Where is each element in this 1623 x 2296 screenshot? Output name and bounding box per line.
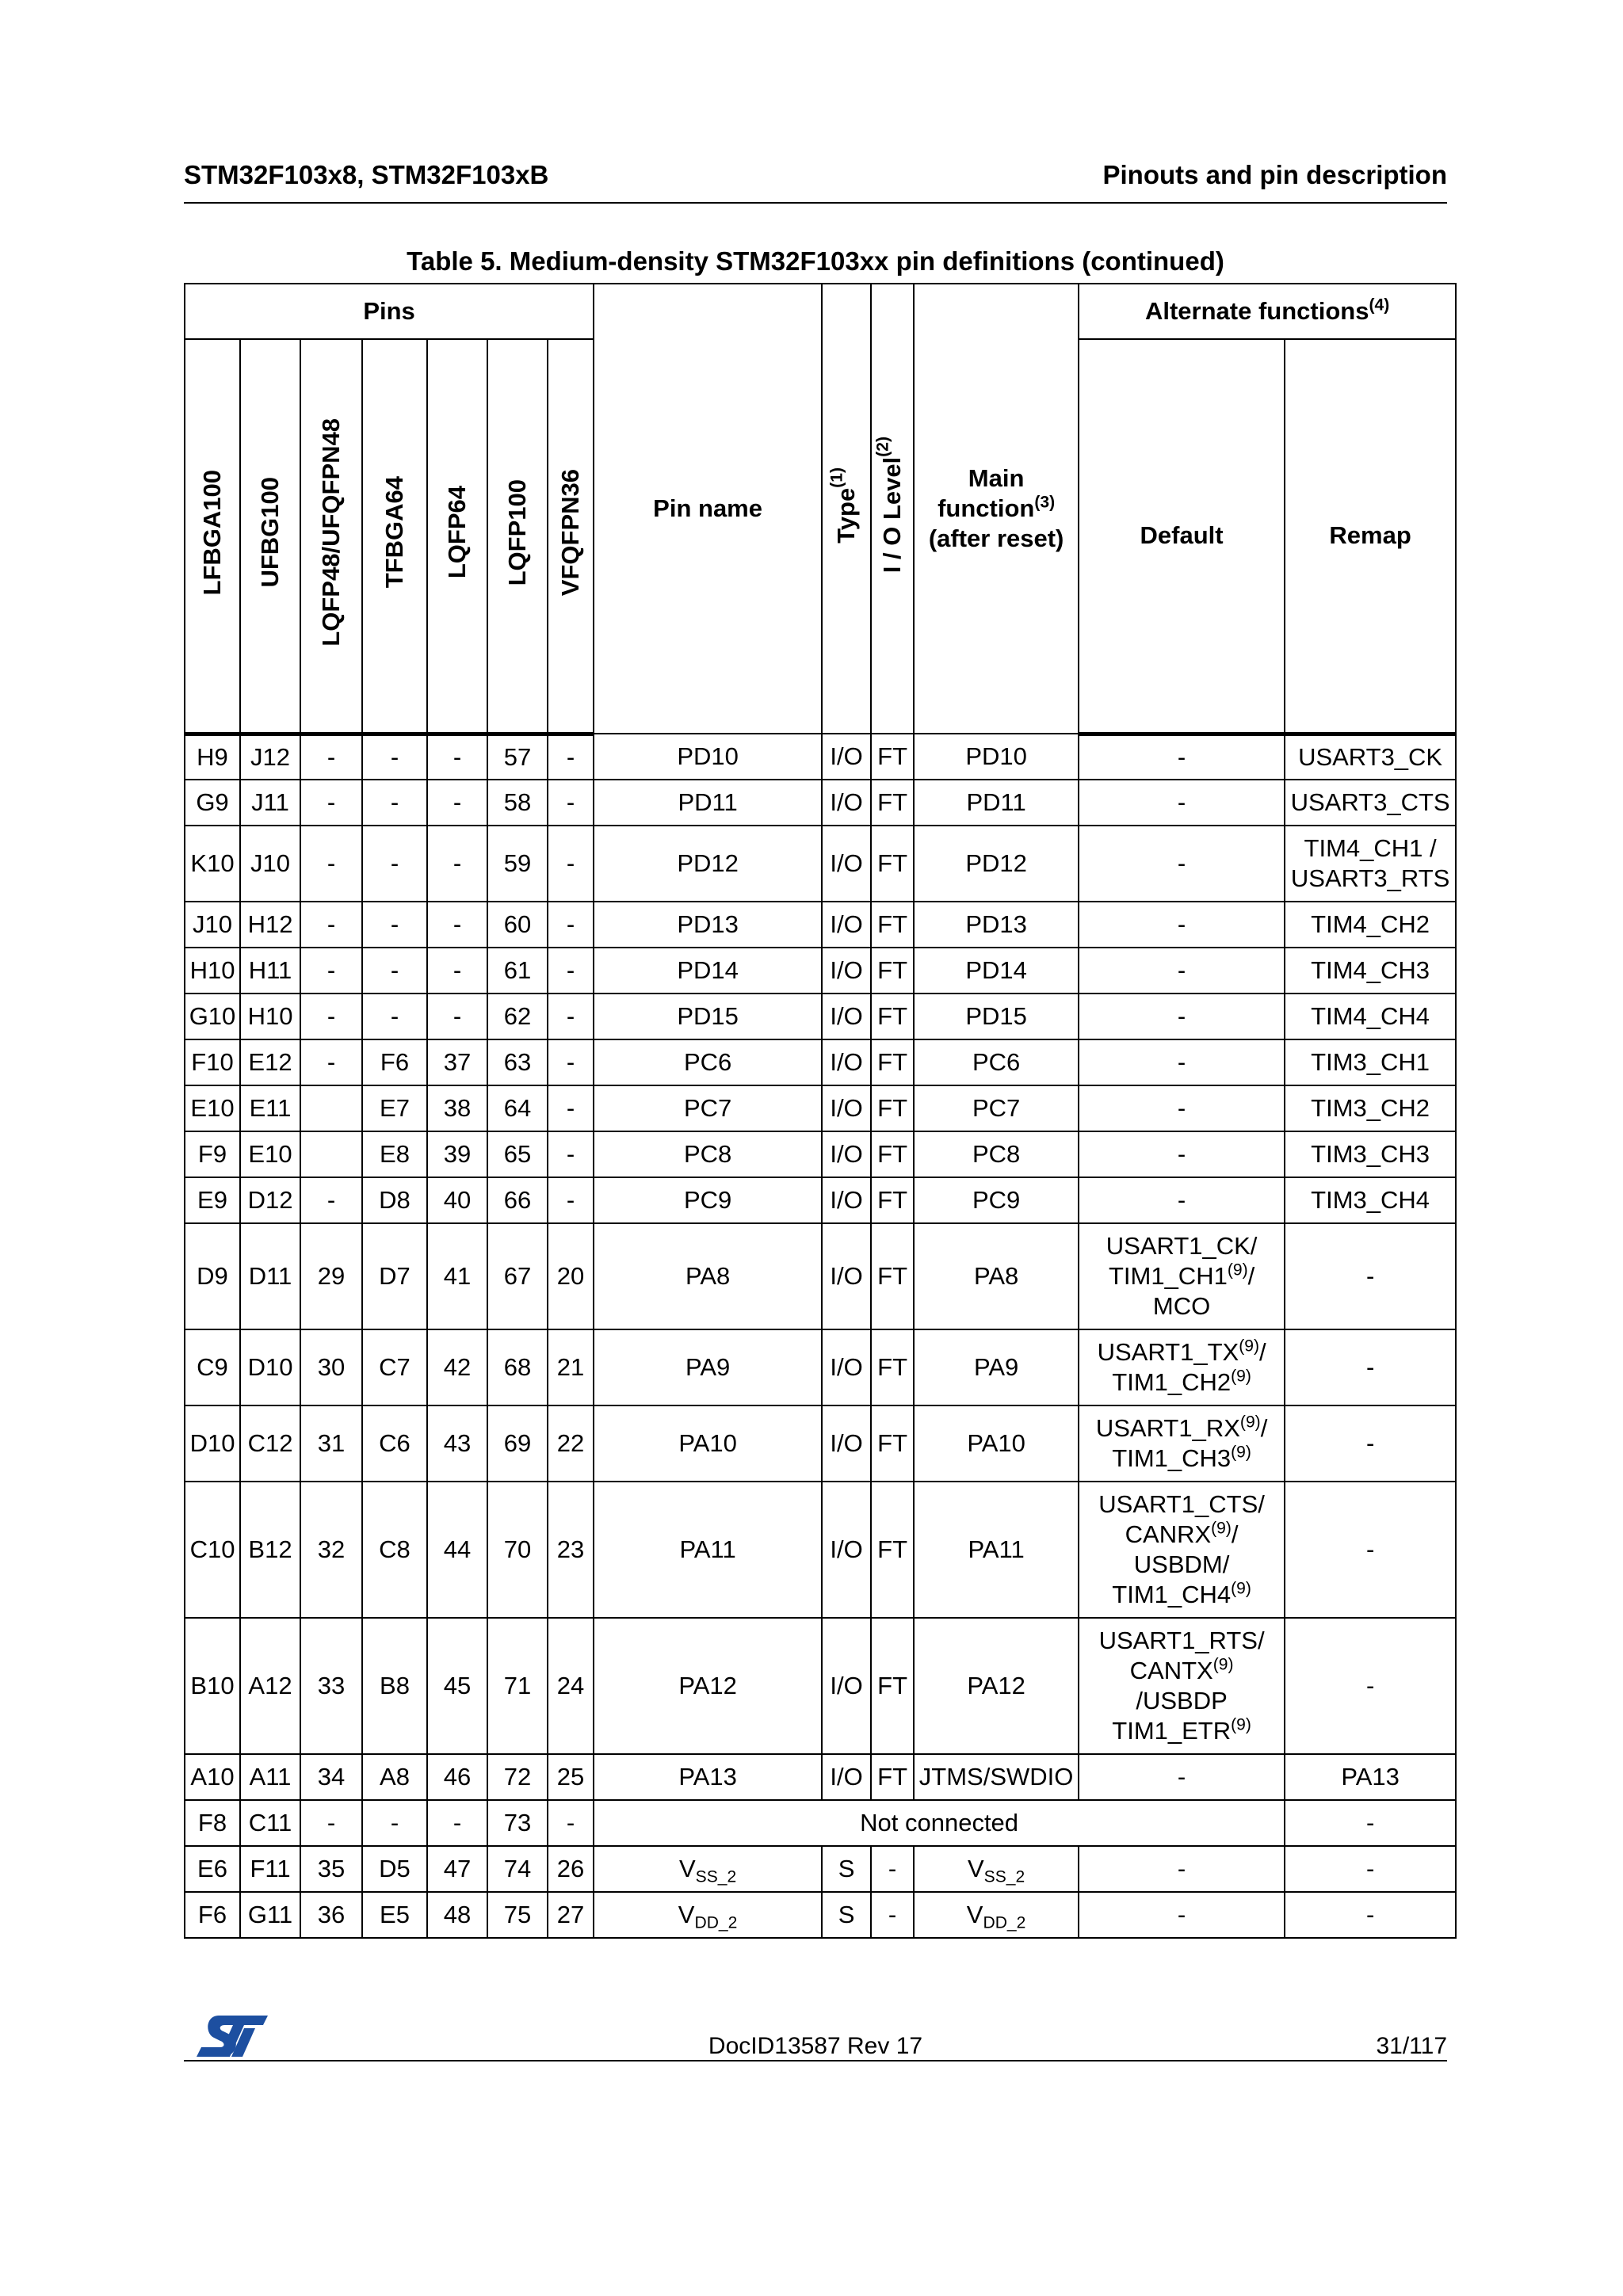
cell-pin-name: PA12	[594, 1618, 822, 1754]
cell-tfbga64: -	[362, 994, 427, 1039]
cell-ufbga100: H10	[240, 994, 300, 1039]
cell-tfbga64: D5	[362, 1846, 427, 1892]
cell-lqfp64: -	[427, 826, 487, 902]
cell-io-level: FT	[871, 1482, 914, 1618]
cell-lqfp64: -	[427, 902, 487, 948]
cell-tfbga64: -	[362, 780, 427, 826]
cell-remap: TIM4_CH1 / USART3_RTS	[1285, 826, 1456, 902]
cell-vfqfpn36: -	[548, 994, 594, 1039]
cell-vfqfpn36: 24	[548, 1618, 594, 1754]
cell-lqfp100: 71	[487, 1618, 548, 1754]
cell-lqfp100: 62	[487, 994, 548, 1039]
ufbga100-header: UFBG100	[240, 339, 300, 734]
cell-pin-name: PD12	[594, 826, 822, 902]
cell-ufbga100: D12	[240, 1177, 300, 1223]
cell-remap: -	[1285, 1846, 1456, 1892]
cell-vfqfpn36: -	[548, 1800, 594, 1846]
cell-lqfp64: 45	[427, 1618, 487, 1754]
cell-type: I/O	[822, 1329, 871, 1405]
cell-type: I/O	[822, 1405, 871, 1482]
cell-pin-name: PD14	[594, 948, 822, 994]
cell-io-level: FT	[871, 1329, 914, 1405]
cell-lqfp64: 38	[427, 1085, 487, 1131]
cell-lqfp48: -	[300, 902, 362, 948]
cell-main-function: JTMS/SWDIO	[914, 1754, 1079, 1800]
tfbga64-header: TFBGA64	[362, 339, 427, 734]
table-row	[185, 994, 1456, 1039]
cell-pin-name: PD15	[594, 994, 822, 1039]
cell-remap: -	[1285, 1482, 1456, 1618]
cell-lqfp100: 59	[487, 826, 548, 902]
cell-io-level: FT	[871, 1085, 914, 1131]
cell-ufbga100: G11	[240, 1892, 300, 1938]
cell-type: I/O	[822, 1177, 871, 1223]
table-row	[185, 1405, 1456, 1482]
cell-lqfp48: -	[300, 780, 362, 826]
cell-remap: USART3_CTS	[1285, 780, 1456, 826]
table-row	[185, 948, 1456, 994]
cell-io-level: FT	[871, 1405, 914, 1482]
cell-type: I/O	[822, 902, 871, 948]
cell-remap: -	[1285, 1329, 1456, 1405]
cell-main-function: PD14	[914, 948, 1079, 994]
cell-ufbga100: H12	[240, 902, 300, 948]
cell-lqfp48: -	[300, 734, 362, 780]
cell-io-level: FT	[871, 1618, 914, 1754]
cell-lqfp64: -	[427, 1800, 487, 1846]
lqfp64-header: LQFP64	[427, 339, 487, 734]
cell-lfbga100: H9	[185, 734, 240, 780]
cell-main-function: PA11	[914, 1482, 1079, 1618]
cell-lqfp64: 40	[427, 1177, 487, 1223]
lfbga100-header: LFBGA100	[185, 339, 240, 734]
cell-lfbga100: C9	[185, 1329, 240, 1405]
cell-pin-name: PD11	[594, 780, 822, 826]
cell-type: I/O	[822, 780, 871, 826]
cell-tfbga64: D8	[362, 1177, 427, 1223]
cell-main-function: PC8	[914, 1131, 1079, 1177]
cell-vfqfpn36: -	[548, 948, 594, 994]
cell-lfbga100: A10	[185, 1754, 240, 1800]
cell-remap: -	[1285, 1618, 1456, 1754]
cell-remap: PA13	[1285, 1754, 1456, 1800]
cell-lqfp64: 48	[427, 1892, 487, 1938]
cell-type: I/O	[822, 1223, 871, 1329]
cell-remap: TIM3_CH4	[1285, 1177, 1456, 1223]
cell-default: USART1_TX$^{(9)}$/ TIM1_CH2$^{(9)}$	[1079, 1329, 1285, 1405]
cell-vfqfpn36: -	[548, 734, 594, 780]
type-header: Type$^{(1)}$	[822, 284, 871, 734]
cell-default: -	[1079, 948, 1285, 994]
document-header-section: Pinouts and pin description	[1102, 160, 1447, 189]
cell-lqfp64: -	[427, 734, 487, 780]
cell-ufbga100: D11	[240, 1223, 300, 1329]
pin-name-header: Pin name	[594, 284, 822, 734]
cell-ufbga100: E12	[240, 1039, 300, 1085]
cell-io-level: FT	[871, 734, 914, 780]
cell-lqfp48: 34	[300, 1754, 362, 1800]
cell-default: -	[1079, 1131, 1285, 1177]
footer-doc-id: DocID13587 Rev 17	[708, 2033, 923, 2059]
cell-ufbga100: J10	[240, 826, 300, 902]
cell-tfbga64: -	[362, 826, 427, 902]
cell-type: I/O	[822, 1618, 871, 1754]
cell-ufbga100: A12	[240, 1618, 300, 1754]
cell-lqfp100: 65	[487, 1131, 548, 1177]
cell-main-function: PD13	[914, 902, 1079, 948]
cell-main-function: PC7	[914, 1085, 1079, 1131]
cell-lqfp64: 37	[427, 1039, 487, 1085]
cell-type: S	[822, 1892, 871, 1938]
cell-remap: USART3_CK	[1285, 734, 1456, 780]
cell-lqfp100: 74	[487, 1846, 548, 1892]
cell-tfbga64: D7	[362, 1223, 427, 1329]
cell-lqfp48: -	[300, 826, 362, 902]
cell-vfqfpn36: -	[548, 1177, 594, 1223]
cell-ufbga100: B12	[240, 1482, 300, 1618]
cell-lqfp64: 44	[427, 1482, 487, 1618]
cell-ufbga100: C12	[240, 1405, 300, 1482]
cell-lfbga100: F9	[185, 1131, 240, 1177]
pin-definitions-table	[184, 283, 1457, 1939]
cell-tfbga64: E5	[362, 1892, 427, 1938]
table-row	[185, 734, 1456, 780]
cell-lqfp48: 30	[300, 1329, 362, 1405]
cell-ufbga100: C11	[240, 1800, 300, 1846]
table-row	[185, 1223, 1456, 1329]
io-level-header: I / O Level$^{(2)}$	[871, 284, 914, 734]
cell-lfbga100: F6	[185, 1892, 240, 1938]
cell-lfbga100: E10	[185, 1085, 240, 1131]
cell-pin-name: PA8	[594, 1223, 822, 1329]
cell-lqfp64: 43	[427, 1405, 487, 1482]
cell-ufbga100: J12	[240, 734, 300, 780]
cell-vfqfpn36: 27	[548, 1892, 594, 1938]
cell-lqfp100: 73	[487, 1800, 548, 1846]
cell-lqfp100: 60	[487, 902, 548, 948]
cell-vfqfpn36: -	[548, 902, 594, 948]
table-row	[185, 826, 1456, 902]
cell-io-level: FT	[871, 1223, 914, 1329]
cell-lfbga100: H10	[185, 948, 240, 994]
cell-io-level: FT	[871, 780, 914, 826]
table-row	[185, 1131, 1456, 1177]
cell-tfbga64: B8	[362, 1618, 427, 1754]
cell-tfbga64: -	[362, 902, 427, 948]
cell-lqfp100: 72	[487, 1754, 548, 1800]
cell-main-function: PA12	[914, 1618, 1079, 1754]
footer-rule	[184, 2060, 1447, 2061]
cell-default: -	[1079, 1177, 1285, 1223]
cell-default: USART1_CTS/ CANRX$^{(9)}$/ USBDM/ TIM1_CH4$^{(9)}$	[1079, 1482, 1285, 1618]
cell-vfqfpn36: 21	[548, 1329, 594, 1405]
table-row	[185, 1039, 1456, 1085]
cell-tfbga64: A8	[362, 1754, 427, 1800]
cell-lfbga100: B10	[185, 1618, 240, 1754]
cell-main-function: PD12	[914, 826, 1079, 902]
cell-main-function: $V_{SS\_2}$	[914, 1846, 1079, 1892]
cell-type: I/O	[822, 1085, 871, 1131]
cell-ufbga100: D10	[240, 1329, 300, 1405]
cell-lqfp48: 32	[300, 1482, 362, 1618]
cell-type: I/O	[822, 826, 871, 902]
cell-default: USART1_RTS/ CANTX$^{(9)}$ /USBDP TIM1_ETR$^{(9)}$	[1079, 1618, 1285, 1754]
cell-lqfp64: 46	[427, 1754, 487, 1800]
cell-lqfp64: 41	[427, 1223, 487, 1329]
cell-tfbga64: -	[362, 734, 427, 780]
cell-io-level: -	[871, 1846, 914, 1892]
table-row	[185, 1800, 1456, 1846]
cell-lqfp100: 68	[487, 1329, 548, 1405]
cell-type: I/O	[822, 948, 871, 994]
cell-lqfp64: -	[427, 780, 487, 826]
cell-type: I/O	[822, 994, 871, 1039]
cell-lqfp100: 61	[487, 948, 548, 994]
cell-lfbga100: G10	[185, 994, 240, 1039]
cell-tfbga64: -	[362, 1800, 427, 1846]
cell-io-level: FT	[871, 1039, 914, 1085]
header-rule	[184, 202, 1447, 204]
cell-vfqfpn36: 22	[548, 1405, 594, 1482]
cell-default: USART1_RX$^{(9)}$/ TIM1_CH3$^{(9)}$	[1079, 1405, 1285, 1482]
table-row	[185, 780, 1456, 826]
cell-main-function: $V_{DD\_2}$	[914, 1892, 1079, 1938]
cell-lqfp64: 42	[427, 1329, 487, 1405]
default-header: Default	[1079, 339, 1285, 734]
cell-main-function: PC9	[914, 1177, 1079, 1223]
table-row	[185, 1618, 1456, 1754]
cell-main-function: PA9	[914, 1329, 1079, 1405]
alternate-functions-header: Alternate functions$^{(4)}$	[1079, 284, 1456, 339]
cell-remap: TIM3_CH1	[1285, 1039, 1456, 1085]
cell-lqfp64: 47	[427, 1846, 487, 1892]
cell-default: -	[1079, 1039, 1285, 1085]
cell-ufbga100: A11	[240, 1754, 300, 1800]
cell-default: -	[1079, 1754, 1285, 1800]
cell-default: -	[1079, 902, 1285, 948]
cell-lfbga100: E9	[185, 1177, 240, 1223]
cell-io-level: FT	[871, 994, 914, 1039]
cell-lqfp100: 58	[487, 780, 548, 826]
lqfp100-header: LQFP100	[487, 339, 548, 734]
cell-type: I/O	[822, 1039, 871, 1085]
cell-lfbga100: G9	[185, 780, 240, 826]
cell-tfbga64: C6	[362, 1405, 427, 1482]
cell-tfbga64: C7	[362, 1329, 427, 1405]
main-function-header: Main function$^{(3)}$ (after reset)	[914, 284, 1079, 734]
cell-main-function: PA8	[914, 1223, 1079, 1329]
cell-default: -	[1079, 1846, 1285, 1892]
cell-lfbga100: D10	[185, 1405, 240, 1482]
cell-pin-name: PA13	[594, 1754, 822, 1800]
cell-lqfp48: -	[300, 994, 362, 1039]
table-row	[185, 1754, 1456, 1800]
cell-pin-name: PC6	[594, 1039, 822, 1085]
cell-lqfp48: 29	[300, 1223, 362, 1329]
cell-vfqfpn36: 25	[548, 1754, 594, 1800]
cell-main-function: PD11	[914, 780, 1079, 826]
cell-vfqfpn36: -	[548, 1131, 594, 1177]
table-row	[185, 1846, 1456, 1892]
cell-io-level: FT	[871, 948, 914, 994]
cell-lqfp48: 31	[300, 1405, 362, 1482]
cell-tfbga64: E7	[362, 1085, 427, 1131]
cell-vfqfpn36: 23	[548, 1482, 594, 1618]
lqfp48-header: LQFP48/UFQFPN48	[300, 339, 362, 734]
cell-default: -	[1079, 994, 1285, 1039]
pins-group-header: Pins	[185, 284, 594, 339]
cell-lfbga100: D9	[185, 1223, 240, 1329]
cell-not-connected: Not connected	[594, 1800, 1285, 1846]
cell-lqfp48: -	[300, 948, 362, 994]
cell-lqfp64: -	[427, 994, 487, 1039]
cell-lqfp48: -	[300, 1177, 362, 1223]
cell-vfqfpn36: -	[548, 826, 594, 902]
cell-tfbga64: C8	[362, 1482, 427, 1618]
cell-lqfp100: 69	[487, 1405, 548, 1482]
cell-default: -	[1079, 780, 1285, 826]
cell-io-level: FT	[871, 1177, 914, 1223]
cell-lfbga100: F8	[185, 1800, 240, 1846]
cell-vfqfpn36: -	[548, 780, 594, 826]
cell-pin-name: PD13	[594, 902, 822, 948]
cell-lqfp64: 39	[427, 1131, 487, 1177]
cell-remap: TIM3_CH3	[1285, 1131, 1456, 1177]
cell-ufbga100: F11	[240, 1846, 300, 1892]
cell-lqfp48	[300, 1085, 362, 1131]
cell-lqfp64: -	[427, 948, 487, 994]
cell-remap: -	[1285, 1800, 1456, 1846]
table-caption: Table 5. Medium-density STM32F103xx pin definitions (continued)	[407, 246, 1224, 276]
cell-pin-name: PD10	[594, 734, 822, 780]
remap-header: Remap	[1285, 339, 1456, 734]
cell-main-function: PA10	[914, 1405, 1079, 1482]
cell-lfbga100: E6	[185, 1846, 240, 1892]
cell-type: I/O	[822, 1131, 871, 1177]
cell-pin-name: PC9	[594, 1177, 822, 1223]
cell-remap: -	[1285, 1223, 1456, 1329]
cell-pin-name: $V_{SS\_2}$	[594, 1846, 822, 1892]
cell-type: I/O	[822, 1754, 871, 1800]
footer-page-number: 31/117	[1376, 2033, 1447, 2059]
table-row	[185, 1329, 1456, 1405]
cell-lqfp100: 57	[487, 734, 548, 780]
cell-pin-name: PA10	[594, 1405, 822, 1482]
cell-io-level: -	[871, 1892, 914, 1938]
cell-vfqfpn36: 20	[548, 1223, 594, 1329]
cell-lqfp100: 64	[487, 1085, 548, 1131]
cell-ufbga100: E11	[240, 1085, 300, 1131]
table-row	[185, 1177, 1456, 1223]
cell-type: I/O	[822, 1482, 871, 1618]
cell-vfqfpn36: 26	[548, 1846, 594, 1892]
cell-ufbga100: H11	[240, 948, 300, 994]
cell-remap: TIM4_CH3	[1285, 948, 1456, 994]
cell-default: USART1_CK/ TIM1_CH1$^{(9)}$/ MCO	[1079, 1223, 1285, 1329]
cell-lqfp48: 33	[300, 1618, 362, 1754]
cell-type: I/O	[822, 734, 871, 780]
cell-io-level: FT	[871, 902, 914, 948]
cell-lfbga100: C10	[185, 1482, 240, 1618]
cell-remap: TIM4_CH4	[1285, 994, 1456, 1039]
cell-lqfp100: 66	[487, 1177, 548, 1223]
cell-vfqfpn36: -	[548, 1039, 594, 1085]
cell-lqfp48: -	[300, 1039, 362, 1085]
cell-vfqfpn36: -	[548, 1085, 594, 1131]
cell-lqfp100: 67	[487, 1223, 548, 1329]
cell-main-function: PD15	[914, 994, 1079, 1039]
cell-tfbga64: E8	[362, 1131, 427, 1177]
cell-default: -	[1079, 1892, 1285, 1938]
cell-lqfp100: 70	[487, 1482, 548, 1618]
cell-tfbga64: -	[362, 948, 427, 994]
cell-lqfp48: 36	[300, 1892, 362, 1938]
cell-remap: TIM3_CH2	[1285, 1085, 1456, 1131]
cell-ufbga100: E10	[240, 1131, 300, 1177]
cell-default: -	[1079, 826, 1285, 902]
cell-pin-name: $V_{DD\_2}$	[594, 1892, 822, 1938]
cell-default: -	[1079, 1085, 1285, 1131]
cell-main-function: PD10	[914, 734, 1079, 780]
cell-lqfp48	[300, 1131, 362, 1177]
cell-lfbga100: K10	[185, 826, 240, 902]
cell-io-level: FT	[871, 1131, 914, 1177]
cell-pin-name: PC8	[594, 1131, 822, 1177]
cell-tfbga64: F6	[362, 1039, 427, 1085]
cell-pin-name: PA9	[594, 1329, 822, 1405]
table-row	[185, 1085, 1456, 1131]
cell-pin-name: PA11	[594, 1482, 822, 1618]
cell-remap: -	[1285, 1405, 1456, 1482]
cell-remap: TIM4_CH2	[1285, 902, 1456, 948]
cell-type: S	[822, 1846, 871, 1892]
vfqfpn36-header: VFQFPN36	[548, 339, 594, 734]
cell-lqfp100: 63	[487, 1039, 548, 1085]
cell-lfbga100: J10	[185, 902, 240, 948]
cell-default: -	[1079, 734, 1285, 780]
table-row	[185, 1482, 1456, 1618]
cell-io-level: FT	[871, 1754, 914, 1800]
cell-main-function: PC6	[914, 1039, 1079, 1085]
table-row	[185, 902, 1456, 948]
document-header-title: STM32F103x8, STM32F103xB	[184, 160, 549, 189]
cell-lqfp48: -	[300, 1800, 362, 1846]
cell-io-level: FT	[871, 826, 914, 902]
cell-lqfp100: 75	[487, 1892, 548, 1938]
cell-lfbga100: F10	[185, 1039, 240, 1085]
cell-lqfp48: 35	[300, 1846, 362, 1892]
cell-remap: -	[1285, 1892, 1456, 1938]
table-row	[185, 1892, 1456, 1938]
cell-ufbga100: J11	[240, 780, 300, 826]
cell-pin-name: PC7	[594, 1085, 822, 1131]
